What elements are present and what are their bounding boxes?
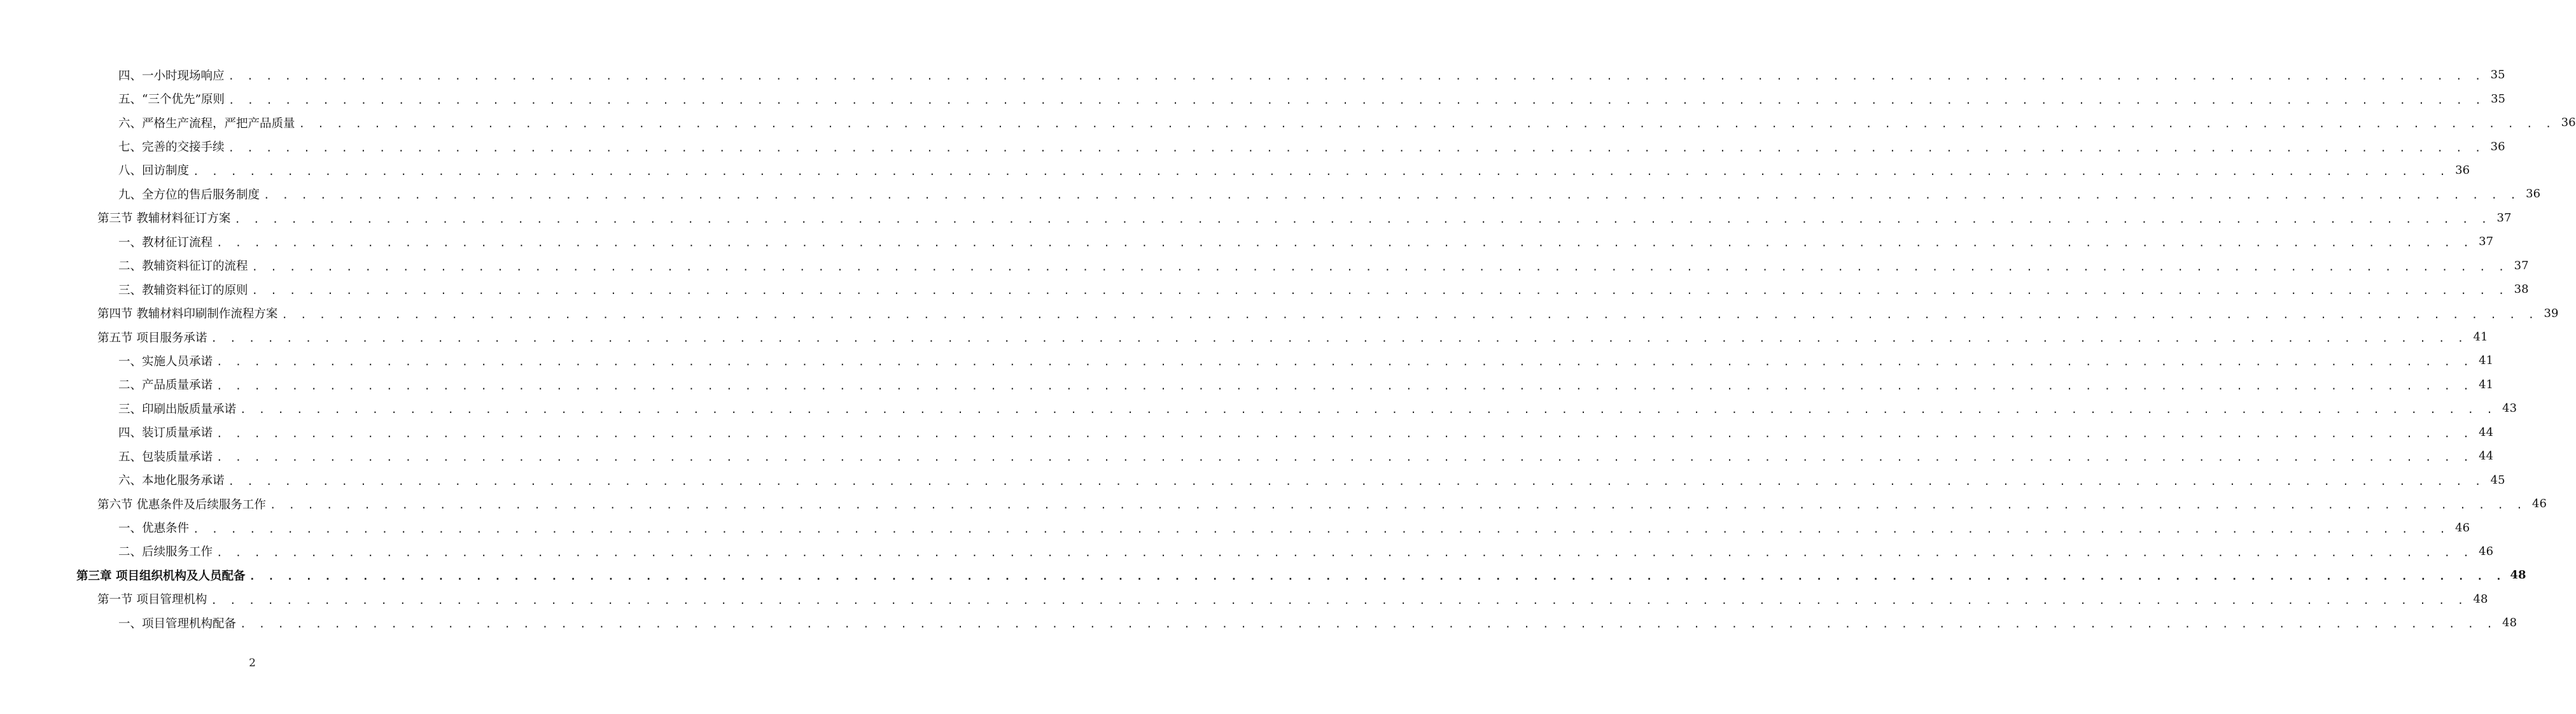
- toc-entry-page-number: 41: [2473, 330, 2488, 344]
- toc-entry-title: 二、后续服务工作: [118, 545, 213, 559]
- toc-section-entry[interactable]: [0, 206, 2512, 230]
- toc-subsection-entry[interactable]: [0, 611, 2517, 634]
- toc-entry-title: 第三节 教辅材料征订方案: [97, 212, 231, 226]
- toc-entry-title: 一、优惠条件: [118, 522, 190, 536]
- toc-entry-page-number: 36: [2455, 163, 2470, 177]
- toc-subsection-entry[interactable]: [0, 63, 2505, 87]
- toc-entry-page-number: 36: [2561, 116, 2576, 130]
- toc-dot-leader: . . . . . . . . . . . . . . . . . . . . . . . . . . . . . . . . . . . . . . . . . . . . . . . . . . . . . . . . . . . . . . . . . . . . . . . . . . . . . . . . . . . . . . . . . . . . . . . . . . . . . . . . . . . . . . . . . . . . . . . .: [249, 570, 2505, 583]
- toc-section-entry[interactable]: [0, 325, 2488, 349]
- toc-entry-page-number: 46: [2532, 497, 2547, 511]
- toc-entry-page-number: 41: [2479, 377, 2494, 391]
- toc-dot-leader: . . . . . . . . . . . . . . . . . . . . . . . . . . . . . . . . . . . . . . . . . . . . . . . . . . . . . . . . . . . . . . . . . . . . . . . . . . . . . . . . . . . . . . . . . . . . . . . . . . . . . . . . . . . . . . . . . . . . . . . .: [216, 379, 2473, 392]
- toc-entry-page-number: 43: [2502, 402, 2517, 416]
- toc-dot-leader: . . . . . . . . . . . . . . . . . . . . . . . . . . . . . . . . . . . . . . . . . . . . . . . . . . . . . . . . . . . . . . . . . . . . . . . . . . . . . . . . . . . . . . . . . . . . . . . . . . . . . . . . . . . . . . . . . . . . . . . .: [234, 213, 2491, 225]
- toc-section-entry[interactable]: [0, 587, 2488, 611]
- toc-entry-title: 五、“三个优先”原则: [118, 93, 225, 107]
- toc-dot-leader: . . . . . . . . . . . . . . . . . . . . . . . . . . . . . . . . . . . . . . . . . . . . . . . . . . . . . . . . . . . . . . . . . . . . . . . . . . . . . . . . . . . . . . . . . . . . . . . . . . . . . . . . . . . . . . . . . . . . . . . .: [281, 308, 2538, 321]
- toc-section-entry[interactable]: [0, 301, 2559, 325]
- toc-subsection-entry[interactable]: [0, 277, 2529, 301]
- toc-dot-leader: . . . . . . . . . . . . . . . . . . . . . . . . . . . . . . . . . . . . . . . . . . . . . . . . . . . . . . . . . . . . . . . . . . . . . . . . . . . . . . . . . . . . . . . . . . . . . . . . . . . . . . . . . . . . . . . . . . . . . . . .: [193, 165, 2449, 178]
- toc-dot-leader: . . . . . . . . . . . . . . . . . . . . . . . . . . . . . . . . . . . . . . . . . . . . . . . . . . . . . . . . . . . . . . . . . . . . . . . . . . . . . . . . . . . . . . . . . . . . . . . . . . . . . . . . . . . . . . . . . . . . . . . .: [216, 451, 2473, 464]
- toc-entry-page-number: 46: [2479, 544, 2494, 558]
- table-of-contents: [0, 63, 2576, 635]
- toc-dot-leader: . . . . . . . . . . . . . . . . . . . . . . . . . . . . . . . . . . . . . . . . . . . . . . . . . . . . . . . . . . . . . . . . . . . . . . . . . . . . . . . . . . . . . . . . . . . . . . . . . . . . . . . . . . . . . . . . . . . . . . . .: [228, 475, 2484, 487]
- toc-entry-page-number: 46: [2455, 521, 2470, 535]
- toc-subsection-entry[interactable]: [0, 444, 2494, 468]
- toc-dot-leader: . . . . . . . . . . . . . . . . . . . . . . . . . . . . . . . . . . . . . . . . . . . . . . . . . . . . . . . . . . . . . . . . . . . . . . . . . . . . . . . . . . . . . . . . . . . . . . . . . . . . . . . . . . . . . . . . . . . . . . . .: [240, 403, 2496, 416]
- toc-dot-leader: . . . . . . . . . . . . . . . . . . . . . . . . . . . . . . . . . . . . . . . . . . . . . . . . . . . . . . . . . . . . . . . . . . . . . . . . . . . . . . . . . . . . . . . . . . . . . . . . . . . . . . . . . . . . . . . . . . . . . . . .: [211, 594, 2467, 606]
- toc-dot-leader: . . . . . . . . . . . . . . . . . . . . . . . . . . . . . . . . . . . . . . . . . . . . . . . . . . . . . . . . . . . . . . . . . . . . . . . . . . . . . . . . . . . . . . . . . . . . . . . . . . . . . . . . . . . . . . . . . . . . . . . .: [216, 356, 2473, 368]
- toc-entry-page-number: 35: [2490, 68, 2505, 82]
- toc-entry-title: 四、一小时现场响应: [118, 69, 225, 83]
- toc-dot-leader: . . . . . . . . . . . . . . . . . . . . . . . . . . . . . . . . . . . . . . . . . . . . . . . . . . . . . . . . . . . . . . . . . . . . . . . . . . . . . . . . . . . . . . . . . . . . . . . . . . . . . . . . . . . . . . . . . . . . . . . .: [216, 546, 2473, 559]
- toc-dot-leader: . . . . . . . . . . . . . . . . . . . . . . . . . . . . . . . . . . . . . . . . . . . . . . . . . . . . . . . . . . . . . . . . . . . . . . . . . . . . . . . . . . . . . . . . . . . . . . . . . . . . . . . . . . . . . . . . . . . . . . . .: [228, 94, 2484, 106]
- toc-dot-leader: . . . . . . . . . . . . . . . . . . . . . . . . . . . . . . . . . . . . . . . . . . . . . . . . . . . . . . . . . . . . . . . . . . . . . . . . . . . . . . . . . . . . . . . . . . . . . . . . . . . . . . . . . . . . . . . . . . . . . . . .: [228, 70, 2484, 83]
- toc-dot-leader: . . . . . . . . . . . . . . . . . . . . . . . . . . . . . . . . . . . . . . . . . . . . . . . . . . . . . . . . . . . . . . . . . . . . . . . . . . . . . . . . . . . . . . . . . . . . . . . . . . . . . . . . . . . . . . . . . . . . . . . .: [251, 284, 2508, 297]
- toc-entry-title: 第三章 项目组织机构及人员配备: [76, 569, 246, 583]
- toc-entry-title: 二、产品质量承诺: [118, 379, 213, 393]
- toc-entry-title: 二、教辅资料征订的流程: [118, 260, 248, 274]
- toc-subsection-entry[interactable]: [0, 158, 2470, 182]
- toc-entry-page-number: 36: [2490, 139, 2505, 153]
- toc-entry-title: 三、印刷出版质量承诺: [118, 402, 237, 416]
- page-number: 2: [249, 657, 256, 669]
- toc-entry-title: 六、严格生产流程，严把产品质量: [118, 116, 295, 130]
- toc-subsection-entry[interactable]: [0, 396, 2517, 420]
- toc-entry-page-number: 48: [2502, 616, 2517, 630]
- toc-subsection-entry[interactable]: [0, 421, 2494, 444]
- toc-subsection-entry[interactable]: [0, 87, 2505, 110]
- toc-dot-leader: . . . . . . . . . . . . . . . . . . . . . . . . . . . . . . . . . . . . . . . . . . . . . . . . . . . . . . . . . . . . . . . . . . . . . . . . . . . . . . . . . . . . . . . . . . . . . . . . . . . . . . . . . . . . . . . . . . . . . . . .: [193, 522, 2449, 535]
- toc-entry-page-number: 48: [2473, 592, 2488, 606]
- toc-entry-page-number: 44: [2479, 449, 2494, 463]
- toc-entry-page-number: 38: [2514, 283, 2529, 297]
- toc-entry-title: 七、完善的交接手续: [118, 141, 225, 155]
- toc-entry-title: 四、装订质量承诺: [118, 426, 213, 440]
- toc-entry-title: 九、全方位的售后服务制度: [118, 188, 260, 202]
- toc-subsection-entry[interactable]: [0, 230, 2494, 253]
- toc-subsection-entry[interactable]: [0, 468, 2505, 491]
- toc-entry-title: 五、包装质量承诺: [118, 450, 213, 464]
- toc-subsection-entry[interactable]: [0, 540, 2494, 563]
- toc-subsection-entry[interactable]: [0, 134, 2505, 158]
- toc-subsection-entry[interactable]: [0, 182, 2541, 206]
- toc-subsection-entry[interactable]: [0, 111, 2576, 134]
- toc-dot-leader: . . . . . . . . . . . . . . . . . . . . . . . . . . . . . . . . . . . . . . . . . . . . . . . . . . . . . . . . . . . . . . . . . . . . . . . . . . . . . . . . . . . . . . . . . . . . . . . . . . . . . . . . . . . . . . . . . . . . . . . .: [216, 237, 2473, 249]
- toc-dot-leader: . . . . . . . . . . . . . . . . . . . . . . . . . . . . . . . . . . . . . . . . . . . . . . . . . . . . . . . . . . . . . . . . . . . . . . . . . . . . . . . . . . . . . . . . . . . . . . . . . . . . . . . . . . . . . . . . . . . . . . . .: [298, 118, 2555, 130]
- toc-dot-leader: . . . . . . . . . . . . . . . . . . . . . . . . . . . . . . . . . . . . . . . . . . . . . . . . . . . . . . . . . . . . . . . . . . . . . . . . . . . . . . . . . . . . . . . . . . . . . . . . . . . . . . . . . . . . . . . . . . . . . . . .: [216, 427, 2473, 440]
- toc-entry-title: 第五节 项目服务承诺: [97, 331, 207, 345]
- toc-entry-title: 第一节 项目管理机构: [97, 593, 207, 607]
- toc-dot-leader: . . . . . . . . . . . . . . . . . . . . . . . . . . . . . . . . . . . . . . . . . . . . . . . . . . . . . . . . . . . . . . . . . . . . . . . . . . . . . . . . . . . . . . . . . . . . . . . . . . . . . . . . . . . . . . . . . . . . . . . .: [251, 260, 2508, 273]
- toc-subsection-entry[interactable]: [0, 254, 2529, 277]
- toc-section-entry[interactable]: [0, 492, 2547, 515]
- toc-dot-leader: . . . . . . . . . . . . . . . . . . . . . . . . . . . . . . . . . . . . . . . . . . . . . . . . . . . . . . . . . . . . . . . . . . . . . . . . . . . . . . . . . . . . . . . . . . . . . . . . . . . . . . . . . . . . . . . . . . . . . . . .: [211, 332, 2467, 345]
- toc-entry-page-number: 37: [2514, 258, 2529, 272]
- toc-entry-title: 一、实施人员承诺: [118, 354, 213, 368]
- toc-entry-page-number: 37: [2479, 235, 2494, 249]
- toc-entry-page-number: 37: [2496, 211, 2512, 225]
- toc-entry-page-number: 41: [2479, 354, 2494, 368]
- toc-entry-title: 第六节 优惠条件及后续服务工作: [97, 498, 266, 512]
- toc-entry-title: 第四节 教辅材料印刷制作流程方案: [97, 307, 278, 321]
- toc-entry-title: 八、回访制度: [118, 164, 190, 178]
- toc-entry-title: 一、教材征订流程: [118, 235, 213, 249]
- toc-entry-page-number: 36: [2526, 187, 2541, 201]
- toc-entry-title: 三、教辅资料征订的原则: [118, 283, 248, 297]
- toc-dot-leader: . . . . . . . . . . . . . . . . . . . . . . . . . . . . . . . . . . . . . . . . . . . . . . . . . . . . . . . . . . . . . . . . . . . . . . . . . . . . . . . . . . . . . . . . . . . . . . . . . . . . . . . . . . . . . . . . . . . . . . . .: [240, 618, 2496, 631]
- toc-entry-page-number: 35: [2491, 92, 2505, 106]
- toc-dot-leader: . . . . . . . . . . . . . . . . . . . . . . . . . . . . . . . . . . . . . . . . . . . . . . . . . . . . . . . . . . . . . . . . . . . . . . . . . . . . . . . . . . . . . . . . . . . . . . . . . . . . . . . . . . . . . . . . . . . . . . . .: [269, 499, 2526, 512]
- toc-entry-title: 一、项目管理机构配备: [118, 617, 237, 631]
- toc-dot-leader: . . . . . . . . . . . . . . . . . . . . . . . . . . . . . . . . . . . . . . . . . . . . . . . . . . . . . . . . . . . . . . . . . . . . . . . . . . . . . . . . . . . . . . . . . . . . . . . . . . . . . . . . . . . . . . . . . . . . . . . .: [228, 141, 2484, 154]
- toc-subsection-entry[interactable]: [0, 515, 2470, 539]
- toc-subsection-entry[interactable]: [0, 373, 2494, 396]
- toc-entry-page-number: 44: [2479, 425, 2494, 439]
- toc-subsection-entry[interactable]: [0, 349, 2494, 372]
- toc-entry-title: 六、本地化服务承诺: [118, 474, 225, 488]
- toc-entry-page-number: 48: [2510, 568, 2526, 582]
- toc-entry-page-number: 39: [2544, 306, 2559, 320]
- toc-chapter-entry[interactable]: [0, 563, 2526, 587]
- toc-entry-page-number: 45: [2490, 473, 2505, 487]
- toc-dot-leader: . . . . . . . . . . . . . . . . . . . . . . . . . . . . . . . . . . . . . . . . . . . . . . . . . . . . . . . . . . . . . . . . . . . . . . . . . . . . . . . . . . . . . . . . . . . . . . . . . . . . . . . . . . . . . . . . . . . . . . . .: [263, 189, 2520, 202]
